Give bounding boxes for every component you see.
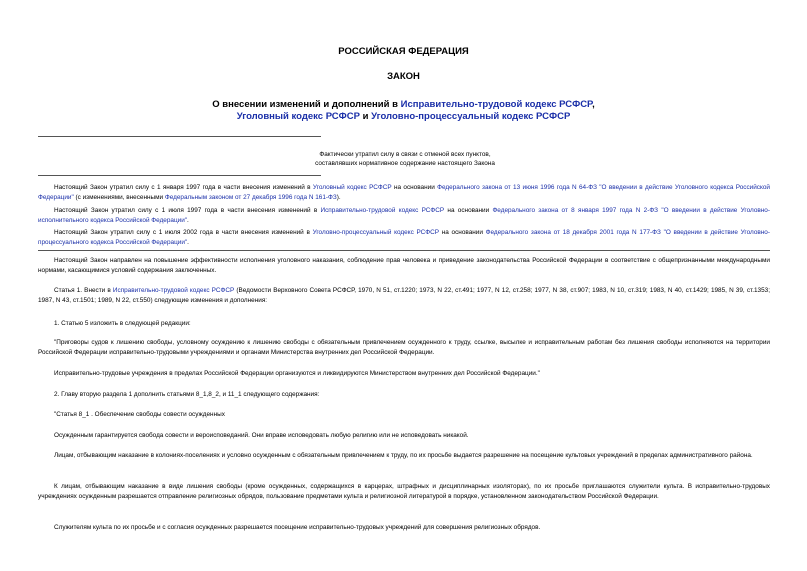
title-prefix: О внесении изменений и дополнений в bbox=[212, 99, 401, 110]
paragraph: "Приговоры судов к лишению свободы, условному осуждению к лишению свободы с обязательным привлечением осужденного к труду, ссылке, высылке и исправительным работам без лишения свободы исполняются на территории Российской Федерации исправительно-трудовыми учреждениями и органами Министерства внутренних дел Российской Федерации. bbox=[38, 339, 770, 356]
law-title bbox=[0, 99, 807, 123]
link-itk-rsfsr[interactable]: Исправительно-трудовой кодекс РСФСР bbox=[400, 99, 593, 110]
link-itk-rsfsr[interactable]: Исправительно-трудовой кодекс РСФСР bbox=[112, 287, 235, 294]
link-law-64fz[interactable]: Федерального закона от 13 июня 1996 года N 64-ФЗ "О введении в действие Уголовного кодекса Российской Федерации" bbox=[38, 184, 770, 201]
paragraph: Лицам, отбывающим наказание в колониях-поселениях и условно осужденным с обязательным привлечением к труду, по их просьбе выдается разрешение на посещение культовых учреждений в пределах административного района. bbox=[54, 452, 753, 459]
note-line: составлявших нормативное содержание настоящего Закона bbox=[315, 160, 495, 167]
status-note-2: Настоящий Закон утратил силу с 1 июля 1997 года в части внесения изменений в Исправительно-трудовой кодекс РСФСР на основании Федерального закона от 8 января 1997 года N 2-ФЗ "О введении в действие Уголовно-исполнительного кодекса Российской Федерации". bbox=[38, 207, 770, 224]
title-sep: , bbox=[592, 99, 595, 110]
link-law-177fz[interactable]: Федерального закона от 18 декабря 2001 года N 177-ФЗ "О введении в действие Уголовно-процессуального кодекса Российской Федерации" bbox=[38, 229, 770, 246]
country-heading: РОССИЙСКАЯ ФЕДЕРАЦИЯ bbox=[338, 46, 469, 57]
divider bbox=[38, 175, 321, 176]
divider bbox=[38, 250, 770, 251]
paragraph: 2. Главу вторую раздела 1 дополнить статьями 8_1,8_2, и 11_1 следующего содержания: bbox=[54, 391, 320, 398]
link-uk-rsfsr[interactable]: Уголовный кодекс РСФСР bbox=[236, 111, 360, 122]
paragraph: Служителям культа по их просьбе и с согласия осужденных разрешается посещение исправительно-трудовых учреждений для совершения религиозных обрядов. bbox=[54, 524, 541, 531]
paragraph: Исправительно-трудовые учреждения в пределах Российской Федерации организуются и ликвидируются Министерством внутренних дел Российской Федерации." bbox=[54, 370, 540, 377]
note-line: Фактически утратил силу в связи с отменой всех пунктов, bbox=[319, 151, 491, 158]
paragraph: Осужденным гарантируется свобода совести и вероисповеданий. Они вправе исповедовать любую религию или не исповедовать никакой. bbox=[54, 432, 469, 439]
repeal-note bbox=[300, 150, 510, 168]
divider bbox=[38, 136, 321, 137]
paragraph: 1. Статью 5 изложить в следующей редакции: bbox=[54, 320, 191, 327]
status-note-1: Настоящий Закон утратил силу с 1 января 1997 года в части внесения изменений в Уголовный кодекс РСФСР на основании Федерального закона от 13 июня 1996 года N 64-ФЗ "О введении в действие Уголовного кодекса Российской Федерации" (с изменениями, внесенными Федеральным законом от 27 декабря 1996 года N 161-ФЗ). bbox=[38, 184, 770, 201]
link-uk-rsfsr[interactable]: Уголовный кодекс РСФСР bbox=[312, 184, 392, 191]
intro-paragraph: Настоящий Закон направлен на повышение эффективности исполнения уголовного наказания, соблюдение прав человека и приведение законодательства Российской Федерации в соответствие с общепризнанными международными нормами, касающимися условий содержания заключенных. bbox=[38, 257, 770, 274]
title-sep: и bbox=[359, 111, 372, 122]
paragraph: "Статья 8_1 . Обеспечение свободы совести осужденных bbox=[54, 411, 225, 418]
link-law-161fz[interactable]: Федеральным законом от 27 декабря 1996 года N 161-ФЗ bbox=[164, 193, 337, 201]
paragraph: К лицам, отбывающим наказание в виде лишения свободы (кроме осужденных, содержащихся в карцерах, штрафных и дисциплинарных изоляторах), по их просьбе приглашаются служители культа. В исправительно-трудовых учреждениях осужденным разрешается отправление религиозных обрядов, пользование предметами культа и религиозной литературой в порядке, установленном законодательством Российской Федерации. bbox=[38, 483, 770, 500]
doc-type-heading: ЗАКОН bbox=[387, 71, 420, 82]
status-note-3: Настоящий Закон утратил силу с 1 июля 2002 года в части внесения изменений в Уголовно-процессуальный кодекс РСФСР на основании Федерального закона от 18 декабря 2001 года N 177-ФЗ "О введении в действие Уголовно-процессуального кодекса Российской Федерации". bbox=[38, 229, 770, 246]
link-itk-rsfsr[interactable]: Исправительно-трудовой кодекс РСФСР bbox=[320, 207, 445, 214]
link-upk-rsfsr[interactable]: Уголовно-процессуальный кодекс РСФСР bbox=[371, 111, 571, 122]
article-1-paragraph: Статья 1. Внести в Исправительно-трудовой кодекс РСФСР (Ведомости Верховного Совета РСФСР, 1970, N 51, ст.1220; 1973, N 22, ст.491; 1977, N 12, ст.258; 1977, N 38, ст.907; 1983, N 10, ст.319; 1983, N 40, ст.1429; 1985, N 39, ст.1353; 1987, N 43, ст.1501; 1989, N 22, ст.550) следующие изменения и дополнения: bbox=[38, 287, 770, 304]
link-law-2fz[interactable]: Федерального закона от 8 января 1997 года N 2-ФЗ "О введении в действие Уголовно-исполнительного кодекса Российской Федерации" bbox=[38, 207, 770, 224]
link-upk-rsfsr[interactable]: Уголовно-процессуальный кодекс РСФСР bbox=[312, 229, 440, 236]
